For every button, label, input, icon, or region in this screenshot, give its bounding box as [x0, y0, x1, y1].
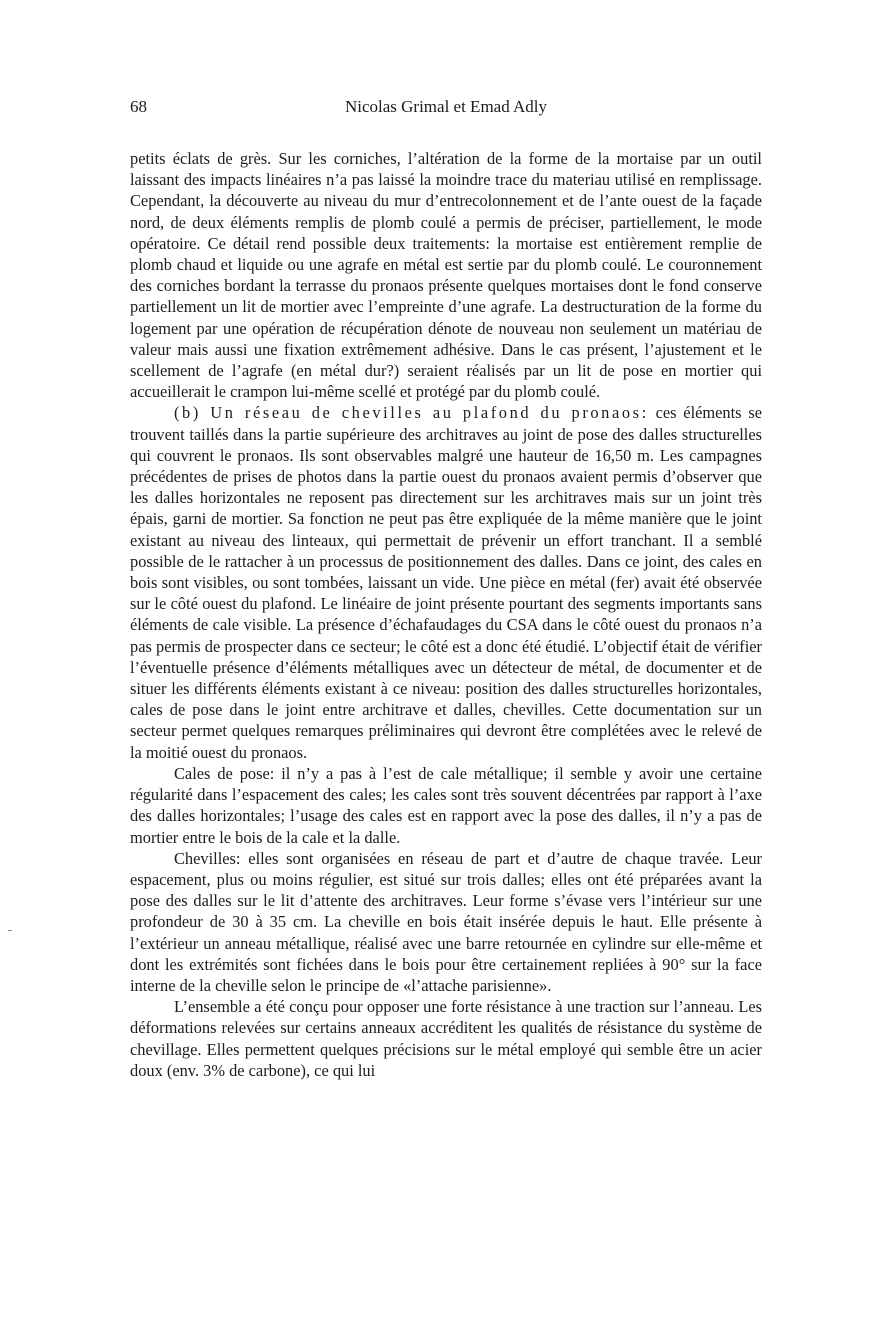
paragraph [130, 402, 762, 762]
paragraph [130, 848, 762, 996]
paragraph [130, 763, 762, 848]
paragraph-text: Cales de pose: il n’y a pas à l’est de cale métallique; il semble y avoir une certaine régularité dans l’espacement des cales; les cales sont très souvent décentrées par rapport à l’axe des dalles horizontales; l’usage des cales est en rapport avec la pose des dalles, il n’y a pas de mortier entre le bois de la cale et la dalle. [130, 763, 762, 847]
paragraph [130, 996, 762, 1081]
paragraph-text: petits éclats de grès. Sur les corniches, l’altération de la forme de la mortaise par un outil laissant des impacts linéaires n’a pas laissé la moindre trace du materiau utilisé en remplissage. Cependant, la découverte au niveau du mur d’entrecolonnement et de l’ante ouest de la façade nord, de deux éléments remplis de plomb coulé a permis de préciser, partiellement, le mode opératoire. Ce détail rend possible deux traitements: la mortaise est entièrement remplie de plomb chaud et liquide ou une agrafe en métal est sertie par du plomb coulé. Le couronnement des corniches bordant la terrasse du pronaos présente quelques mortaises dont le fond conserve partiellement un lit de mortier avec l’empreinte d’une agrafe. La destructuration de la forme du logement par une opération de récupération dénote de nouveau non seulement un matériau de valeur mais aussi une fixation extrêmement adhésive. Dans le cas présent, l’ajustement et le scellement de l’agrafe (en métal dur?) seraient réalisés par un lit de pose en mortier qui accueillerait le crampon lui-même scellé et protégé par du plomb coulé. [130, 149, 762, 402]
paragraph [130, 148, 762, 402]
section-heading: (b) Un réseau de chevilles au plafond du pronaos: [174, 403, 649, 423]
page-number: 68 [130, 97, 147, 116]
margin-mark [8, 930, 12, 931]
running-head [130, 96, 762, 118]
body-text [130, 148, 762, 1081]
paragraph-text: L’ensemble a été conçu pour opposer une forte résistance à une traction sur l’anneau. Les déformations relevées sur certains anneaux accréditent les qualités de résistance du système de chevillage. Elles permettent quelques précisions sur le métal employé qui semble être un acier doux (env. 3% de carbone), ce qui lui [130, 997, 762, 1080]
paragraph-text: Chevilles: elles sont organisées en réseau de part et d’autre de chaque travée. Leur espacement, plus ou moins régulier, est situé sur trois dalles; elles ont été préparées avant la pose des dalles sur le lit d’attente des architraves. Leur forme s’évase vers l’intérieur sur une profondeur de 30 à 35 cm. La cheville en bois était insérée depuis le haut. Elle présente à l’extérieur un anneau métallique, réalisé avec une barre retournée en cylindre sur elle-même et dont les extrémités sont fichées dans le bois pour être certainement repliées à 90° sur la face interne de la cheville selon le principe de «l’attache parisienne». [130, 848, 762, 995]
paragraph-text: ces éléments se trouvent taillés dans la partie supérieure des architraves au joint de pose des dalles structurelles qui couvrent le pronaos. Ils sont observables malgré une hauteur de 16,50 m. Les campagnes précédentes de prises de photos dans la partie ouest du pronaos avaient permis d’observer que les dalles horizontales ne reposent pas directement sur les architraves mais sur un joint très épais, garni de mortier. Sa fonction ne peut pas être expliquée de la même manière que le joint existant au niveau des linteaux, qui permettait de prévenir un effort tranchant. Il a semblé possible de le rattacher à un processus de positionnement des dalles. Dans ce joint, des cales en bois sont visibles, ou sont tombées, laissant un vide. Une pièce en métal (fer) avait été observée sur le côté ouest du plafond. Le linéaire de joint présente pourtant des segments importants sans éléments de cale visible. La présence d’échafaudages du CSA dans le côté ouest du pronaos n’a pas permis de prospecter dans ce secteur; le côté est a donc été étudié. L’objectif était de vérifier l’éventuelle présence d’éléments métalliques avec un détecteur de métal, de documenter et de situer les différents éléments existant à ce niveau: position des dalles structurelles horizontales, cales de pose dans le joint entre architrave et dalles, chevilles. Cette documentation sur un secteur permet quelques remarques préliminaires qui devront être complétées avec le relevé de la moitié ouest du pronaos. [130, 403, 762, 762]
running-title: Nicolas Grimal et Emad Adly [344, 97, 548, 116]
